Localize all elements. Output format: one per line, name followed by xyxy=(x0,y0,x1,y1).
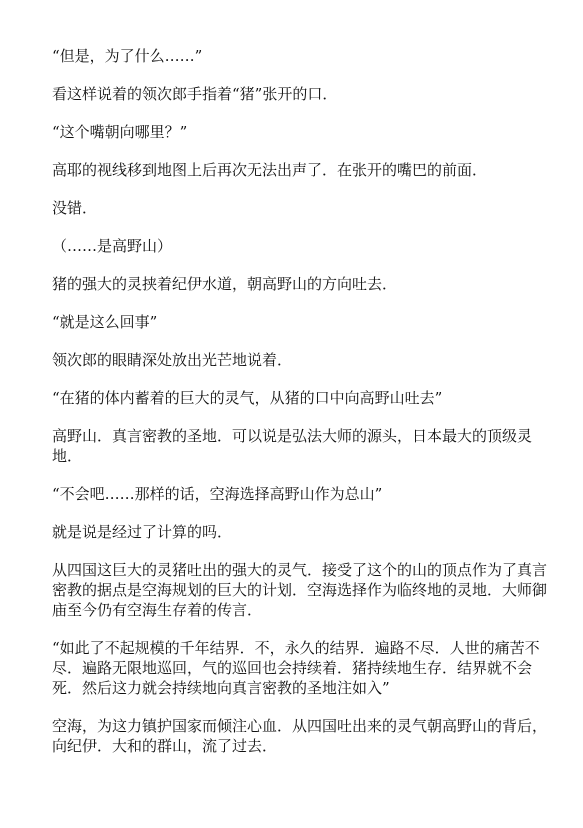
paragraph-9: 领次郎的眼睛深处放出光芒地说着． xyxy=(52,351,293,369)
paragraph-16: 空海，为这力镇护国家而倾注心血．从四国吐出来的灵气朝高野山的背后，向纪伊．大和的群山，流了过去． xyxy=(52,717,548,755)
paragraph-10: “在猪的体内蓄着的巨大的灵气，从猪的口中向高野山吐去” xyxy=(52,389,443,407)
paragraph-8: “就是这么回事” xyxy=(52,313,158,331)
paragraph-2: 看这样说着的领次郎手指着“猪”张开的口． xyxy=(52,85,338,103)
paragraph-13: 就是说是经过了计算的吗． xyxy=(52,523,233,541)
paragraph-3: “这个嘴朝向哪里？” xyxy=(52,123,188,141)
paragraph-5: 没错． xyxy=(52,199,98,217)
paragraph-4: 高耶的视线移到地图上后再次无法出声了．在张开的嘴巴的前面． xyxy=(52,161,488,179)
paragraph-15: “如此了不起规模的千年结界．不，永久的结界．遍路不尽．人世的痛苦不尽．遍路无限地巡回，气的巡回也会持续着．猪持续地生存．结界就不会死．然后这力就会持续地向真言密教的圣地注如入” xyxy=(52,639,540,697)
paragraph-7: 猪的强大的灵挟着纪伊水道，朝高野山的方向吐去． xyxy=(52,275,398,293)
paragraph-12: “不会吧……那样的话，空海选择高野山作为总山” xyxy=(52,485,383,503)
paragraph-14: 从四国这巨大的灵猪吐出的强大的灵气．接受了这个的山的顶点作为了真言密教的据点是空海规划的巨大的计划．空海选择作为临终地的灵地．大师御庙至今仍有空海生存着的传言． xyxy=(52,561,548,619)
paragraph-1: “但是，为了什么……” xyxy=(52,47,203,65)
document-page xyxy=(52,46,547,774)
paragraph-6: （……是高野山） xyxy=(52,237,173,255)
paragraph-11: 高野山．真言密教的圣地．可以说是弘法大师的源头，日本最大的顶级灵地． xyxy=(52,427,533,465)
